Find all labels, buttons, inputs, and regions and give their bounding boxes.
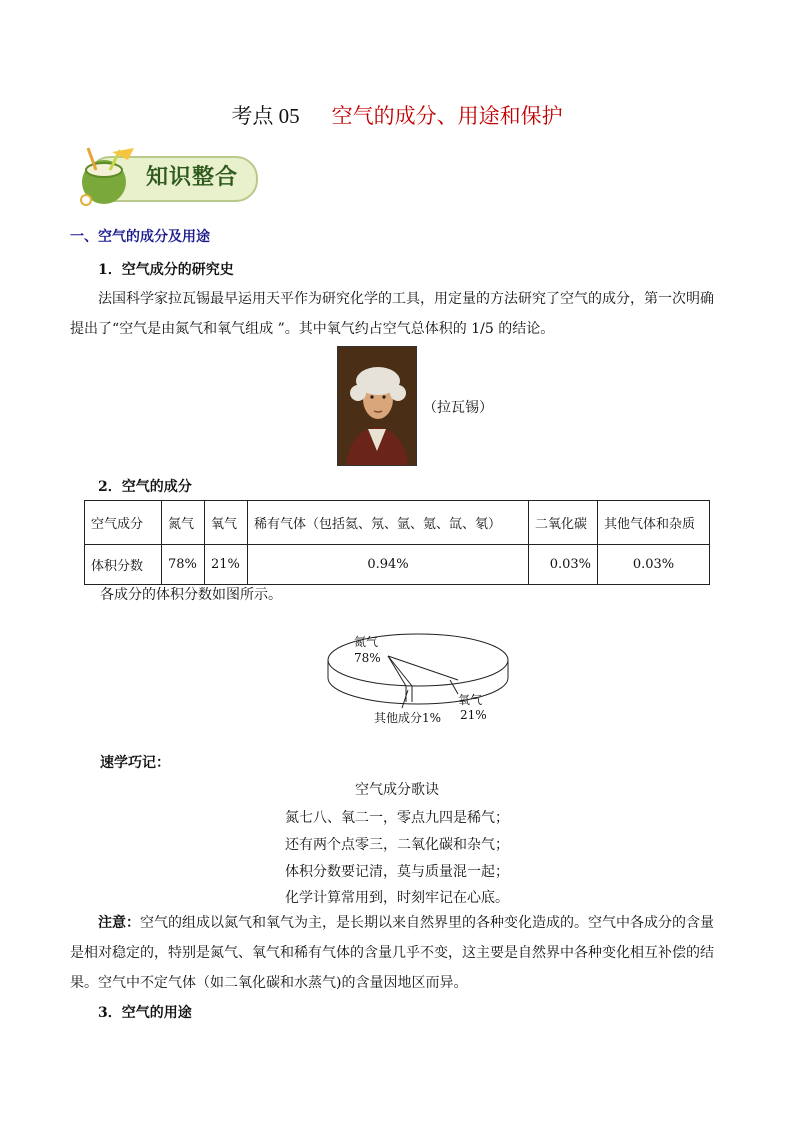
history-paragraph: 法国科学家拉瓦锡最早运用天平作为研究化学的工具，用定量的方法研究了空气的成分，第一次明确提出了“空气是由氮气和氧气组成 ”。其中氧气约占空气总体积的 1/5 的结论。 [70, 291, 714, 337]
figure-intro: 各成分的体积分数如图所示。 [100, 587, 282, 603]
subheading-history: 1．空气成分的研究史 [98, 262, 234, 278]
pie-value-nitrogen: 78% [354, 651, 381, 665]
table-header-cell: 氧气 [205, 501, 248, 545]
table-cell: 21% [205, 545, 248, 585]
title-number: 考点 05 [231, 104, 300, 128]
table-header-cell: 二氧化碳 [529, 501, 598, 545]
composition-table [84, 500, 710, 585]
table-row [85, 501, 710, 545]
mnemonic-line: 化学计算常用到，时刻牢记在心底。 [285, 890, 509, 906]
mnemonic-line: 体积分数要记清，莫与质量混一起； [285, 864, 509, 880]
mnemonic-line: 还有两个点零三，二氧化碳和杂气； [285, 837, 509, 853]
pie-label-nitrogen: 氮气 [354, 635, 379, 649]
pie-value-oxygen: 21% [460, 708, 487, 722]
pie-label-other: 其他成分1% [374, 711, 442, 725]
page-title [0, 100, 794, 130]
lavoisier-portrait [337, 346, 417, 466]
note-text: 空气的组成以氮气和氧气为主，是长期以来自然界里的各种变化造成的。空气中各成分的含量是相对稳定的，特别是氮气、氧气和稀有气体的含量几乎不变，这主要是自然界中各种变化相互补偿的结果。空气中不定气体（如二氧化碳和水蒸气)的含量因地区而异。 [70, 915, 714, 991]
subheading-uses: 3．空气的用途 [98, 1005, 192, 1021]
table-cell: 78% [162, 545, 205, 585]
section-heading: 一、空气的成分及用途 [70, 229, 210, 245]
title-text: 空气的成分、用途和保护 [331, 104, 563, 128]
note-paragraph [70, 908, 722, 998]
section-banner [68, 146, 256, 208]
table-header-cell: 氮气 [162, 501, 205, 545]
table-cell: 0.03% [598, 545, 710, 585]
subheading-composition: 2．空气的成分 [98, 479, 192, 495]
portrait-caption: （拉瓦锡） [423, 400, 493, 416]
mnemonic-label: 速学巧记： [100, 755, 170, 771]
table-cell: 0.03% [529, 545, 598, 585]
table-cell: 0.94% [248, 545, 529, 585]
mnemonic-title: 空气成分歌诀 [355, 782, 439, 798]
note-label: 注意： [98, 915, 140, 931]
mnemonic-line: 氮七八、氧二一，零点九四是稀气； [285, 810, 509, 826]
banner-label: 知识整合 [146, 164, 239, 190]
table-row [85, 545, 710, 585]
pie-label-oxygen: 氧气 [458, 693, 483, 707]
table-header-cell: 其他气体和杂质 [598, 501, 710, 545]
table-header-cell: 稀有气体（包括氦、氖、氩、氪、氙、氡） [248, 501, 529, 545]
coconut-icon [68, 146, 148, 208]
air-composition-pie [322, 620, 512, 730]
table-header-cell: 空气成分 [85, 501, 162, 545]
table-cell: 体积分数 [85, 545, 162, 585]
